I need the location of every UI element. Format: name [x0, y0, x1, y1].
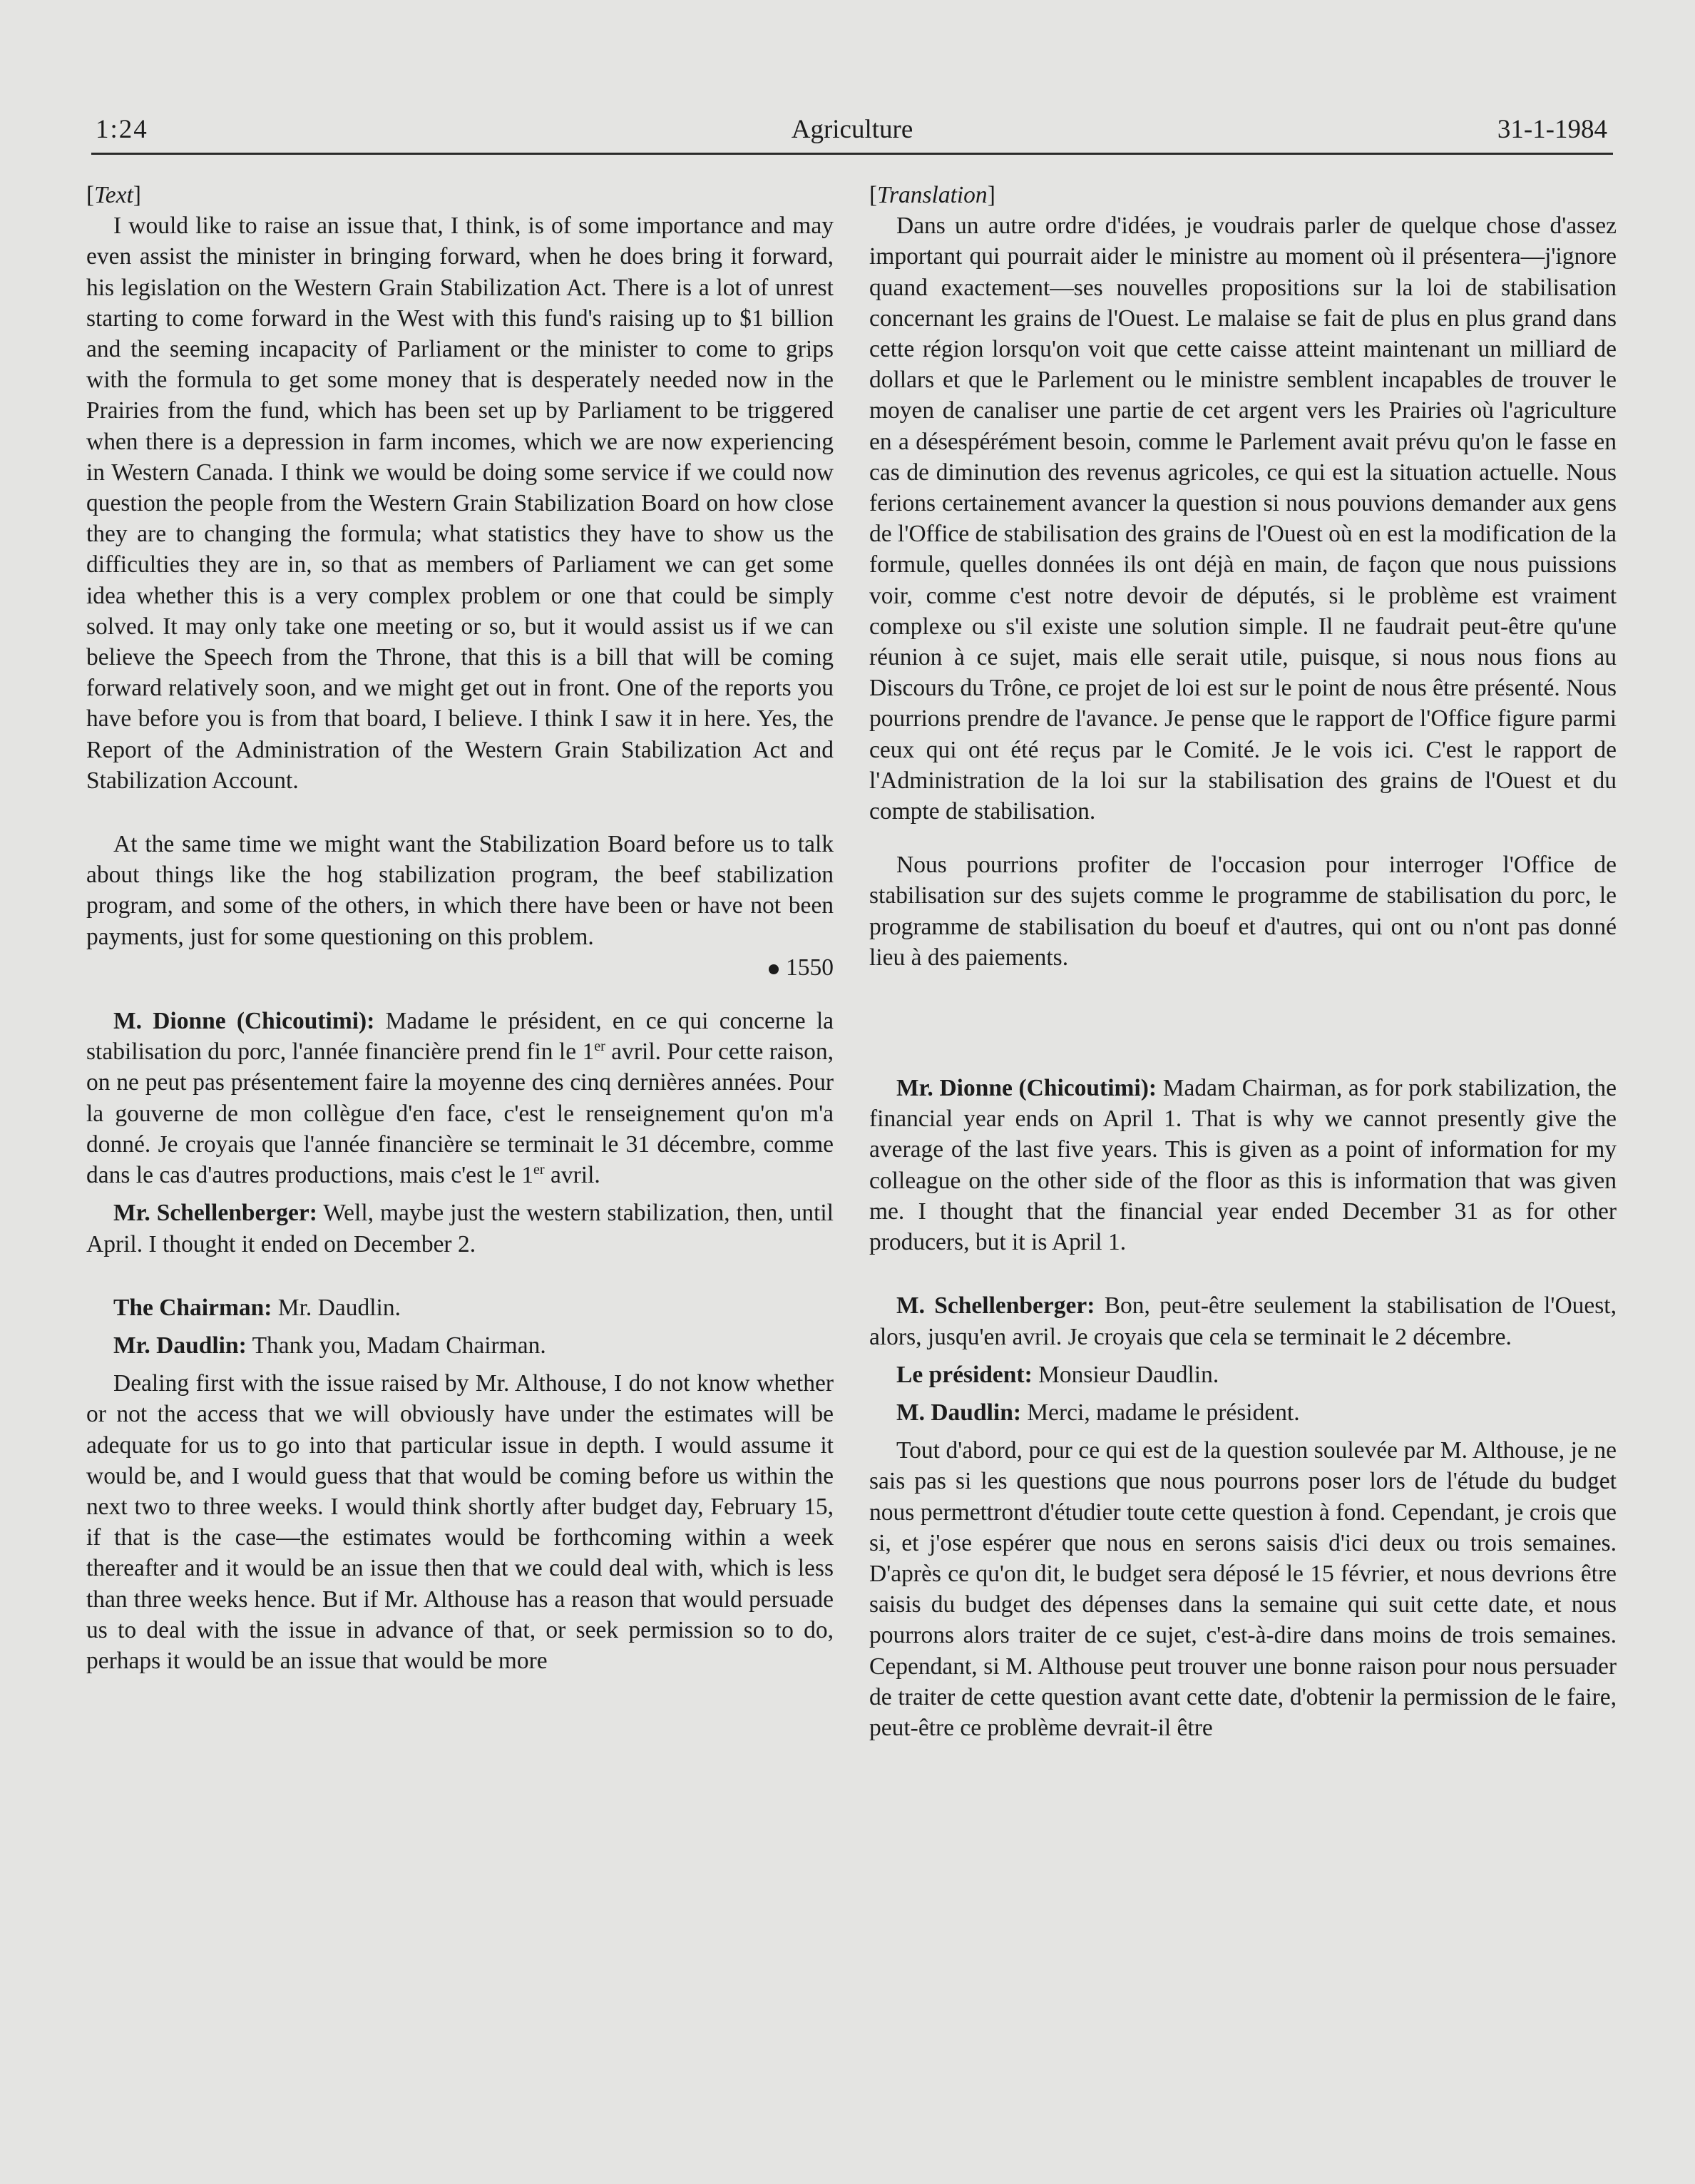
bracket-open: [	[86, 182, 95, 208]
page-date: 31-1-1984	[1497, 115, 1607, 144]
label-text: Text	[94, 182, 133, 208]
bracket-open: [	[869, 182, 878, 208]
time-value: 1550	[786, 954, 834, 981]
speaker-name: M. Dionne (Chicoutimi):	[113, 1008, 375, 1035]
paragraph: Dans un autre ordre d'idées, je voudrais parler de quelque chose d'assez important qui pourrait aider le ministre au moment où il présentera—j'ignore quand exactement—ses nouvelles propositions sur la loi de stabilisation concernant les grains de l'Ouest. Le malaise se fait de plus en plus grand dans cette région lorsqu'on voit que cette caisse atteint maintenant un milliard de dollars et que le Parlement ou le ministre semblent incapables de trouver le moyen de canaliser une partie de cet argent vers les Prairies où l'agriculture en a désespérément besoin, comme le Parlement avait prévu qu'on le fasse en cas de diminution des revenus agricoles, ce qui est la situation actuelle. Nous ferions certainement avancer la question si nous pouvions demander aux gens de l'Office de stabilisation des grains de l'Ouest où en est la modification de la formule, quelles données ils ont déjà en main, de façon que nous puissions voir, comme c'est notre devoir de députés, si le problème est vraiment complexe ou s'il existe une solution simple. Il ne faudrait peut-être qu'une réunion à ce sujet, mais elle serait utile, puisque, si nous nous fions au Discours du Trône, ce projet de loi est sur le point de nous être présenté. Nous pourrions prendre de l'avance. Je pense que le rapport de l'Office figure parmi ceux qui ont été reçus par le Comité. Je le vois ici. C'est le rapport de l'Administration de la loi sur la stabilisation des grains de l'Ouest et du compte de stabilisation.	[869, 213, 1617, 825]
bracket-close: ]	[987, 182, 995, 208]
speech-text: Bon, peut-être seulement la stabilisation de l'Ouest, alors, jusqu'en avril. Je croyais que cela se terminait le 2 décembre.	[869, 1292, 1617, 1350]
superscript: er	[533, 1161, 545, 1178]
paragraph: Dealing first with the issue raised by Mr. Althouse, I do not know whether or not the access that we will obviously have under the estimates will be adequate for us to go into that particular issue in depth. I would assume it would be, and I would guess that that would be coming before us within the next two to three weeks. I would think shortly after budget day, February 15, if that is the case—the estimates would be forthcoming within a week thereafter and it would be an issue then that we could deal with, which is less than three weeks hence. But if Mr. Althouse has a reason that would persuade us to deal with the issue in advance of that, or seek permission so to do, perhaps it would be an issue that would be more	[86, 1370, 834, 1674]
page-header	[91, 107, 1613, 155]
english-column	[86, 180, 834, 1676]
bullet-icon	[769, 964, 779, 974]
speech-dionne	[86, 1006, 834, 1190]
speech-text: Madam Chairman, as for pork stabilization, the financial year ends on April 1. That is why we cannot presently give the average of the last five years. This is given as a point of information for my colleague on the other side of the floor as this is information that was given me. I thought that the financial year ended December 31 as for other producers, but it is April 1.	[869, 1075, 1617, 1256]
speech-chairman	[869, 1359, 1617, 1390]
page-title: Agriculture	[791, 115, 913, 144]
section-label-translation	[869, 180, 1617, 210]
speaker-name: M. Daudlin:	[896, 1399, 1021, 1426]
speech-daudlin	[86, 1330, 834, 1361]
speaker-name: Le président:	[896, 1361, 1033, 1388]
speaker-name: M. Schellenberger:	[896, 1292, 1095, 1320]
speech-text: Mr. Daudlin.	[277, 1294, 401, 1321]
paragraph: At the same time we might want the Stabilization Board before us to talk about things like the hog stabilization program, the beef stabilization program, and some of the others, in which there have been or have not been payments, just for some questioning on this problem.	[86, 831, 834, 950]
time-marker	[86, 952, 834, 983]
speech-chairman	[86, 1292, 834, 1323]
french-column	[869, 180, 1617, 1743]
page-number: 1:24	[96, 115, 148, 144]
speech-text: Thank you, Madam Chairman.	[252, 1332, 546, 1359]
speech-text: Well, maybe just the western stabilization, then, until April. I thought it ended on December 2.	[86, 1200, 834, 1257]
speaker-name: Mr. Daudlin:	[113, 1332, 247, 1359]
speech-schellenberger	[869, 1290, 1617, 1352]
paragraph: Nous pourrions profiter de l'occasion pour interroger l'Office de stabilisation sur des sujets comme le programme de stabilisation du porc, le programme de stabilisation du boeuf et d'autres, qui ont ou n'ont pas donné lieu à des paiements.	[869, 852, 1617, 971]
speech-daudlin	[869, 1397, 1617, 1428]
speech-dionne	[869, 1073, 1617, 1257]
superscript: er	[594, 1039, 605, 1055]
speaker-name: Mr. Dionne (Chicoutimi):	[896, 1075, 1157, 1102]
section-label-text	[86, 180, 834, 210]
paragraph: Tout d'abord, pour ce qui est de la question soulevée par M. Althouse, je ne sais pas si les questions que nous pourrons poser lors de l'étude du budget nous permettront d'étudier toute cette question à fond. Cependant, je crois que si, et j'ose espérer que nous en serons saisis d'ici deux ou trois semaines. D'après ce qu'on dit, le budget sera déposé le 15 février, et nous devrions être saisis du budget des dépenses dans la semaine qui suit cette date, et nous pourrons alors traiter de ce sujet, c'est-à-dire dans moins de trois semaines. Cependant, si M. Althouse peut trouver une bonne raison pour nous persuader de traiter de cette question avant cette date, d'obtenir la permission de le faire, peut-être ce problème devrait-il être	[869, 1437, 1617, 1741]
speaker-name: Mr. Schellenberger:	[113, 1200, 317, 1227]
speech-text: Merci, madame le président.	[1027, 1399, 1300, 1426]
speaker-name: The Chairman:	[113, 1294, 272, 1321]
speech-text: avril.	[544, 1162, 600, 1189]
speech-schellenberger	[86, 1198, 834, 1259]
speech-text: avril. Pour cette raison, on ne peut pas présentement faire la moyenne des cinq dernières années. Pour la gouverne de mon collègue d'en face, c'est le renseignement qu'on m'a donné. Je croyais que l'année financière se terminait le 31 décembre, comme dans le cas d'autres productions, mais c'est le 1	[86, 1039, 834, 1189]
bracket-close: ]	[133, 182, 141, 208]
speech-text: Monsieur Daudlin.	[1038, 1361, 1219, 1388]
paragraph: I would like to raise an issue that, I think, is of some importance and may even assist the minister in bringing forward, when he does bring it forward, his legislation on the Western Grain Stabilization Act. There is a lot of unrest starting to come forward in the West with this fund's raising up to $1 billion and the seeming incapacity of Parliament or the minister to come to grips with the formula to get some money that is desperately needed now in the Prairies from the fund, which has been set up by Parliament to be triggered when there is a depression in farm incomes, which we are now experiencing in Western Canada. I think we would be doing some service if we could now question the people from the Western Grain Stabilization Board on how close they are to changing the formula; what statistics they have to show us the difficulties they are in, so that as members of Parliament we can get some idea whether this is a very complex problem or one that could be simply solved. It may only take one meeting or so, but it would assist us if we can believe the Speech from the Throne, that this is a bill that will be coming forward relatively soon, and we might get out in front. One of the reports you have before you is from that board, I believe. I think I saw it in here. Yes, the Report of the Administration of the Western Grain Stabilization Act and Stabilization Account.	[86, 213, 834, 794]
label-translation: Translation	[877, 182, 988, 208]
speech-text: Madame le président, en ce qui concerne la stabilisation du porc, l'année financière prend fin le 1	[86, 1008, 834, 1066]
